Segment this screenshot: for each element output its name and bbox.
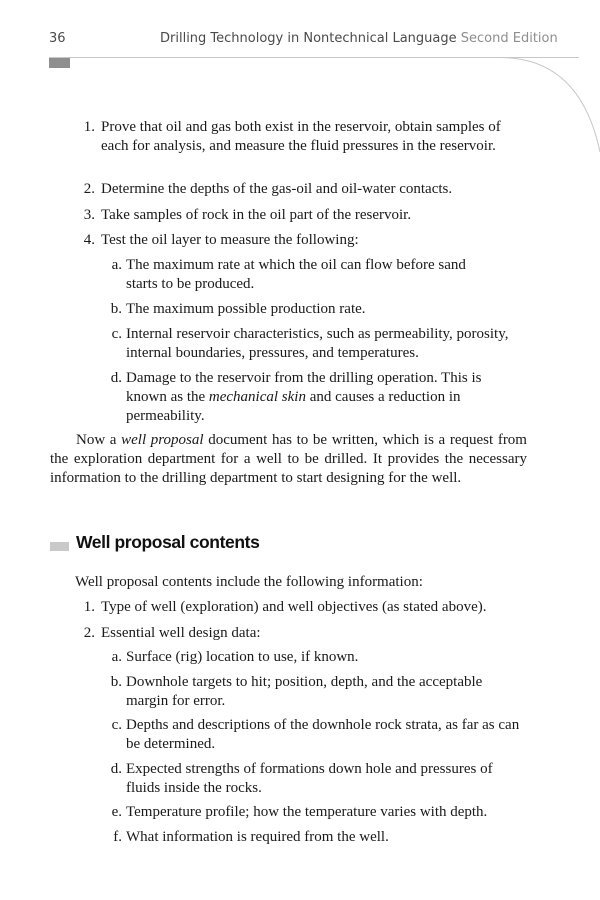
running-header: [160, 31, 558, 46]
sub-list-letter: e.: [111, 804, 122, 820]
list-number: 2.: [83, 181, 95, 197]
text-run: Now a: [76, 432, 122, 448]
sub-list-text: The maximum rate at which the oil can flow before sand starts to be produced.: [126, 257, 466, 292]
section-intro: Well proposal contents include the following information:: [75, 574, 423, 590]
sub-list-text: The maximum possible production rate.: [126, 301, 366, 317]
sub-list-text: What information is required from the well.: [126, 829, 389, 845]
list-text: Determine the depths of the gas-oil and oil-water contacts.: [101, 181, 453, 197]
list-text: Prove that oil and gas both exist in the reservoir, obtain samples of each for analysis, and measure the fluid pressures in the reservoir.: [101, 119, 501, 154]
sub-list-text: Downhole targets to hit; position, depth, and the acceptable margin for error.: [126, 674, 483, 709]
header-marker-block: [49, 58, 70, 68]
list-text: Type of well (exploration) and well objectives (as stated above).: [101, 599, 487, 615]
section-marker-block: [50, 542, 69, 551]
edition-label: Second Edition: [460, 31, 558, 46]
sub-list-text: Expected strengths of formations down hole and pressures of fluids inside the rocks.: [126, 761, 493, 796]
sub-list-letter: f.: [113, 829, 122, 845]
list-text: Test the oil layer to measure the following:: [101, 232, 359, 248]
list-text: Essential well design data:: [101, 625, 261, 641]
sub-list-text: Surface (rig) location to use, if known.: [126, 649, 359, 665]
list-number: 3.: [83, 207, 95, 223]
page-number: 36: [49, 31, 66, 46]
sub-list-letter: c.: [111, 326, 122, 342]
sub-list-letter: c.: [111, 717, 122, 733]
text-run: document has to be written, which is a request from the exploration department for a well to be drilled. It provides the necessary information to the drilling department to start designing for the well.: [50, 432, 527, 486]
italic-term: mechanical skin: [208, 389, 306, 405]
list-number: 1.: [83, 599, 95, 615]
text-run: Damage to the reservoir from the drilling operation. This is known as the: [126, 370, 482, 405]
sub-list-text: Depths and descriptions of the downhole rock strata, as far as can be determined.: [126, 717, 520, 752]
list-number: 2.: [83, 625, 95, 641]
sub-list-letter: b.: [110, 301, 122, 317]
list-text: Take samples of rock in the oil part of the reservoir.: [101, 207, 412, 223]
sub-list-letter: b.: [110, 674, 122, 690]
sub-list-text: [126, 369, 501, 426]
sub-list-letter: d.: [110, 761, 122, 777]
sub-list-letter: d.: [110, 370, 122, 386]
sub-list-text: Temperature profile; how the temperature varies with depth.: [126, 804, 488, 820]
italic-term: well proposal: [121, 432, 204, 448]
section-heading: Well proposal contents: [76, 532, 260, 552]
list-number: 1.: [83, 119, 95, 135]
sub-list-letter: a.: [111, 257, 122, 273]
text-run: and causes a reduction in permeability.: [126, 389, 461, 424]
sub-list-letter: a.: [111, 649, 122, 665]
body-paragraph: [50, 431, 527, 488]
list-number: 4.: [83, 232, 95, 248]
sub-list-text: Internal reservoir characteristics, such as permeability, porosity, internal boundaries, pressures, and temperatures.: [126, 326, 509, 361]
book-title: Drilling Technology in Nontechnical Language: [160, 31, 457, 46]
